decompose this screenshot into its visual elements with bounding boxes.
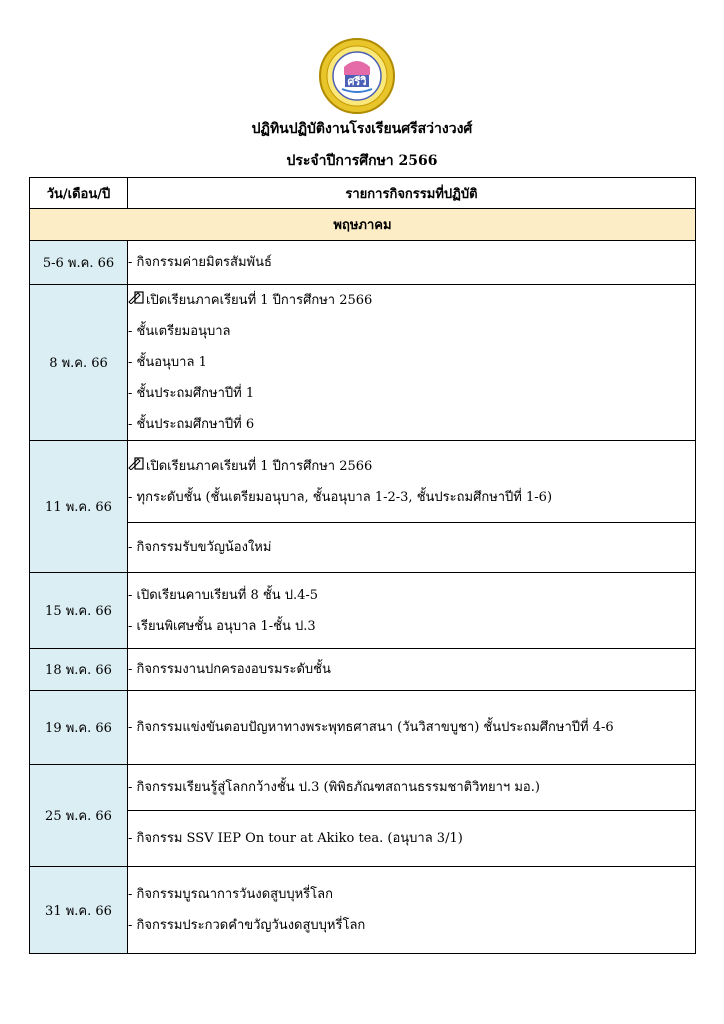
activity-cell <box>128 285 696 441</box>
month-label: พฤษภาคม <box>30 209 696 241</box>
table-row <box>30 811 696 867</box>
school-logo <box>318 37 396 115</box>
date-cell: 25 พ.ค. 66 <box>30 765 128 867</box>
activity-text: - ชั้นเตรียมอนุบาล <box>128 324 231 339</box>
svg-text:ศรีวิ: ศรีวิ <box>347 75 367 88</box>
activity-line <box>128 378 695 409</box>
activity-cell <box>128 649 696 691</box>
page-subtitle: ประจำปีการศึกษา 2566 <box>286 153 438 169</box>
activity-line <box>128 772 695 803</box>
activity-cell <box>128 867 696 954</box>
pencil-icon <box>128 285 146 316</box>
activity-line <box>128 247 695 278</box>
activity-line <box>128 910 695 941</box>
table-row <box>30 691 696 765</box>
month-row <box>30 209 696 241</box>
table-row <box>30 285 696 441</box>
activity-text: - กิจกรรมแข่งขันตอบปัญหาทางพระพุทธศาสนา (วันวิสาขบูชา) ชั้นประถมศึกษาปีที่ 4-6 <box>128 720 614 735</box>
activity-line <box>128 611 695 642</box>
table-row <box>30 441 696 523</box>
activity-text: - กิจกรรมรับขวัญน้องใหม่ <box>128 540 272 555</box>
table-row <box>30 241 696 285</box>
activity-line <box>128 451 695 482</box>
activity-cell <box>128 691 696 765</box>
table-row <box>30 649 696 691</box>
activity-text: เปิดเรียนภาคเรียนที่ 1 ปีการศึกษา 2566 <box>146 293 373 308</box>
activity-cell <box>128 523 696 573</box>
date-cell: 18 พ.ค. 66 <box>30 649 128 691</box>
activity-cell <box>128 765 696 811</box>
activity-line <box>128 285 695 316</box>
activity-line <box>128 532 695 563</box>
table-row <box>30 523 696 573</box>
activity-line <box>128 347 695 378</box>
activity-text: - กิจกรรมบูรณาการวันงดสูบบุหรี่โลก <box>128 887 333 902</box>
page-title: ปฏิทินปฏิบัติงานโรงเรียนศรีสว่างวงศ์ <box>251 121 473 137</box>
activity-line <box>128 879 695 910</box>
activity-cell <box>128 241 696 285</box>
activity-text: - เปิดเรียนคาบเรียนที่ 8 ชั้น ป.4-5 <box>128 587 319 603</box>
header-activity: รายการกิจกรรมที่ปฏิบัติ <box>128 178 696 209</box>
activity-text: เปิดเรียนภาคเรียนที่ 1 ปีการศึกษา 2566 <box>146 458 373 474</box>
activity-line <box>128 823 695 854</box>
activity-text: - ชั้นอนุบาล 1 <box>128 355 207 370</box>
activity-line <box>128 580 695 611</box>
table-row <box>30 867 696 954</box>
activity-text: - กิจกรรมค่ายมิตรสัมพันธ์ <box>128 255 272 270</box>
activity-text: - กิจกรรมงานปกครองอบรมระดับชั้น <box>128 662 331 677</box>
activity-line <box>128 482 695 513</box>
activity-cell <box>128 811 696 867</box>
table-row <box>30 765 696 811</box>
activity-line <box>128 316 695 347</box>
activity-text: - เรียนพิเศษชั้น อนุบาล 1-ชั้น ป.3 <box>128 618 316 634</box>
activity-text: - ชั้นประถมศึกษาปีที่ 6 <box>128 417 255 432</box>
activity-line <box>128 654 695 685</box>
activity-text: - ทุกระดับชั้น (ชั้นเตรียมอนุบาล, ชั้นอนุบาล 1-2-3, ชั้นประถมศึกษาปีที่ 1-6) <box>128 489 553 505</box>
activity-text: - กิจกรรมประกวดคำขวัญวันงดสูบบุหรี่โลก <box>128 918 366 933</box>
date-cell: 5-6 พ.ค. 66 <box>30 241 128 285</box>
date-cell: 19 พ.ค. 66 <box>30 691 128 765</box>
activity-line <box>128 712 695 743</box>
date-cell: 15 พ.ค. 66 <box>30 573 128 649</box>
activity-text: - กิจกรรม SSV IEP On tour at Akiko tea. (อนุบาล 3/1) <box>128 831 463 846</box>
activity-cell <box>128 441 696 523</box>
activity-text: - ชั้นประถมศึกษาปีที่ 1 <box>128 386 255 401</box>
date-cell: 11 พ.ค. 66 <box>30 441 128 573</box>
activity-line <box>128 409 695 440</box>
date-cell: 8 พ.ค. 66 <box>30 285 128 441</box>
pencil-icon <box>128 451 146 482</box>
header-date: วัน/เดือน/ปี <box>30 178 128 209</box>
activity-text: - กิจกรรมเรียนรู้สู่โลกกว้างชั้น ป.3 (พิพิธภัณฑสถานธรรมชาติวิทยาฯ มอ.) <box>128 780 540 795</box>
activity-cell <box>128 573 696 649</box>
calendar-table <box>29 177 696 954</box>
date-cell: 31 พ.ค. 66 <box>30 867 128 954</box>
header-row <box>30 178 696 209</box>
table-row <box>30 573 696 649</box>
